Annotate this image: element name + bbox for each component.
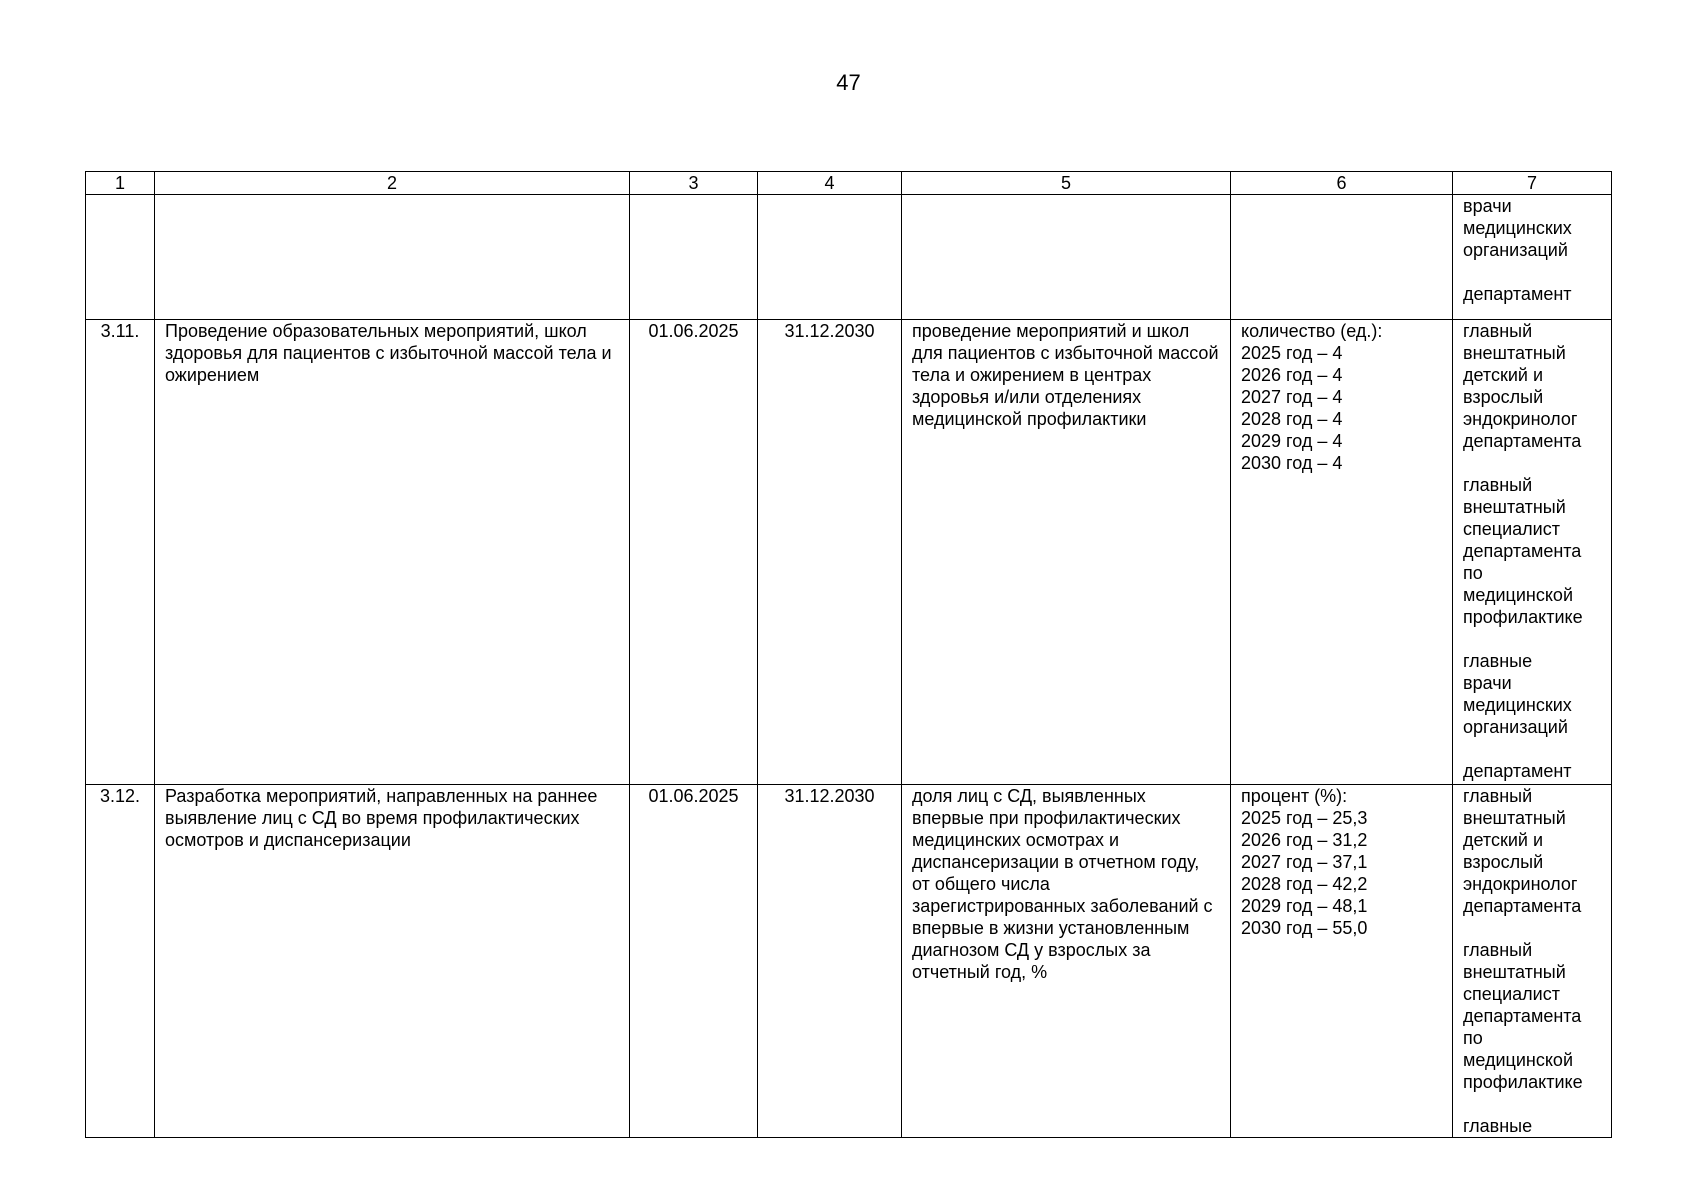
table-row — [86, 785, 1612, 1138]
table-row — [86, 320, 1612, 785]
indicator-cell: доля лиц с СД, выявленных впервые при профилактических медицинских осмотрах и диспансеризации в отчетном году, от общего числа зарегистрированных заболеваний с впервые в жизни установленным диагнозом СД у взрослых за отчетный год, % — [902, 785, 1231, 1138]
page-number: 47 — [836, 70, 861, 95]
end-date-cell — [758, 195, 902, 320]
column-number-row — [86, 172, 1612, 195]
indicator-cell: проведение мероприятий и школ для пациентов с избыточной массой тела и ожирением в центрах здоровья и/или отделениях медицинской профилактики — [902, 320, 1231, 785]
start-date-cell — [630, 195, 758, 320]
column-header-1: 1 — [86, 172, 155, 195]
end-date-cell: 31.12.2030 — [758, 785, 902, 1138]
indicator-cell — [902, 195, 1231, 320]
end-date-cell: 31.12.2030 — [758, 320, 902, 785]
measure-name-cell — [155, 195, 630, 320]
row-number-cell — [86, 195, 155, 320]
column-header-7: 7 — [1453, 172, 1612, 195]
column-header-4: 4 — [758, 172, 902, 195]
values-cell — [1231, 195, 1453, 320]
values-cell: количество (ед.): 2025 год – 4 2026 год – 4 2027 год – 4 2028 год – 4 2029 год – 4 2030 год – 4 — [1231, 320, 1453, 785]
responsible-cell: главный внештатный детский и взрослый эндокринолог департамента главный внештатный специалист департамента по медицинской профилактике главные врачи медицинских организаций департамент — [1453, 320, 1612, 785]
measures-table — [85, 171, 1612, 1138]
column-header-6: 6 — [1231, 172, 1453, 195]
responsible-cell: врачи медицинских организаций департамент — [1453, 195, 1612, 320]
row-number-cell: 3.11. — [86, 320, 155, 785]
table-row — [86, 195, 1612, 320]
measure-name-cell: Разработка мероприятий, направленных на раннее выявление лиц с СД во время профилактических осмотров и диспансеризации — [155, 785, 630, 1138]
start-date-cell: 01.06.2025 — [630, 320, 758, 785]
values-cell: процент (%): 2025 год – 25,3 2026 год – 31,2 2027 год – 37,1 2028 год – 42,2 2029 год – 48,1 2030 год – 55,0 — [1231, 785, 1453, 1138]
column-header-2: 2 — [155, 172, 630, 195]
column-header-5: 5 — [902, 172, 1231, 195]
responsible-cell: главный внештатный детский и взрослый эндокринолог департамента главный внештатный специалист департамента по медицинской профилактике главные — [1453, 785, 1612, 1138]
start-date-cell: 01.06.2025 — [630, 785, 758, 1138]
column-header-3: 3 — [630, 172, 758, 195]
measure-name-cell: Проведение образовательных мероприятий, школ здоровья для пациентов с избыточной массой тела и ожирением — [155, 320, 630, 785]
row-number-cell: 3.12. — [86, 785, 155, 1138]
